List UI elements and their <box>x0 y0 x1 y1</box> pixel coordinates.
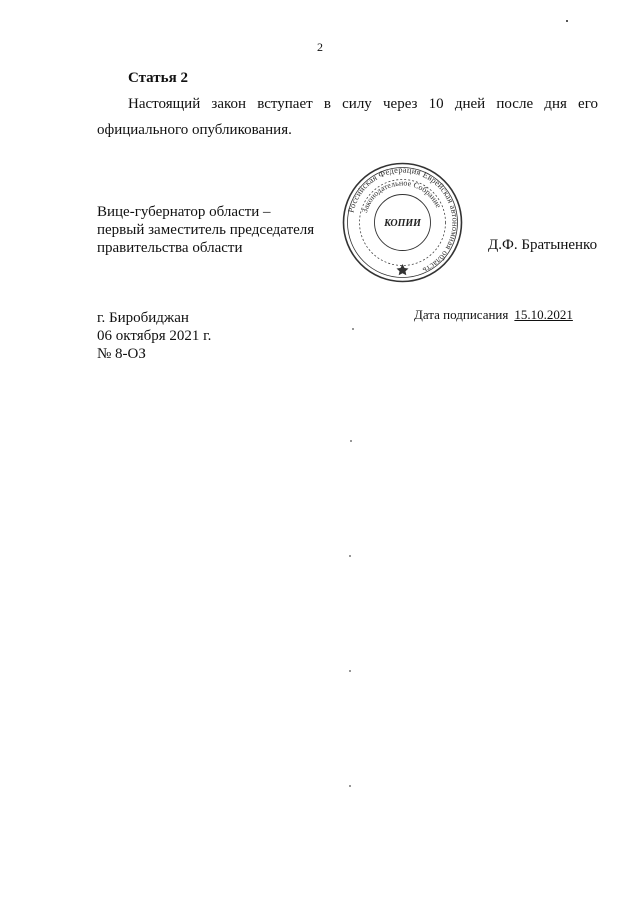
signing-date-value: 15.10.2021 <box>514 307 573 322</box>
seal-inner-text: Законодательное Собрание <box>359 178 444 214</box>
scan-speck <box>349 785 351 787</box>
signatory-title-line-1: Вице-губернатор области – <box>97 204 271 220</box>
article-text-line-2: официального опубликования. <box>97 122 292 138</box>
city: г. Биробиджан <box>97 310 189 326</box>
law-number: № 8-ОЗ <box>97 346 146 362</box>
seal-star-icon <box>397 264 409 275</box>
place-date-number <box>97 309 211 363</box>
signing-date <box>414 307 573 323</box>
scan-speck <box>352 328 354 330</box>
article-title: Статья 2 <box>128 70 188 86</box>
scan-speck <box>350 440 352 442</box>
adoption-date: 06 октября 2021 г. <box>97 328 212 344</box>
scan-speck <box>566 20 568 22</box>
scan-speck <box>349 555 351 557</box>
article-text-line-1: Настоящий закон вступает в силу через 10 дней после дня его <box>128 96 598 112</box>
official-seal <box>340 160 465 285</box>
signatory-name: Д.Ф. Братыненко <box>488 237 598 253</box>
seal-center-text: КОПИИ <box>384 218 421 229</box>
page-number: 2 <box>317 40 323 54</box>
signing-date-label: Дата подписания <box>414 307 509 322</box>
signatory-title-line-3: правительства области <box>97 240 243 256</box>
seal-outer-text: Российская Федерация Еврейская автономная область <box>345 164 461 276</box>
signatory-title <box>97 203 314 257</box>
scan-speck <box>349 670 351 672</box>
signatory-title-line-2: первый заместитель председателя <box>97 222 315 238</box>
